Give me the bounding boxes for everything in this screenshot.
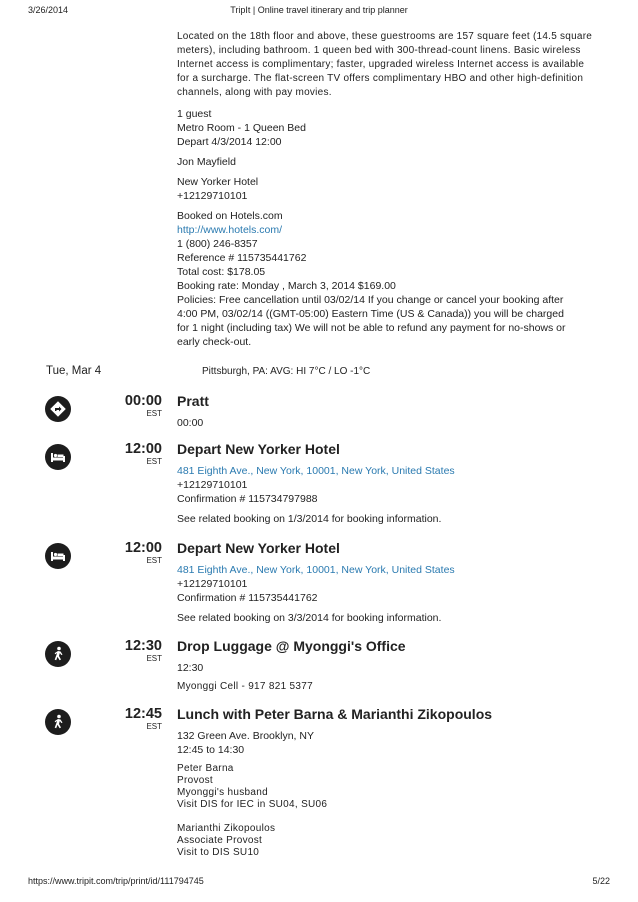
walking-person-icon (45, 709, 71, 735)
event-time (100, 706, 162, 732)
event-time-value: 00:00 (124, 393, 162, 409)
event-time-value: 12:45 (124, 706, 162, 722)
booking-site-link[interactable]: http://www.hotels.com/ (177, 224, 283, 236)
note-line: Visit to DIS SU10 (177, 847, 260, 858)
note-line: Peter Barna (177, 763, 234, 774)
event-time-text: 00:00 (177, 417, 204, 429)
event-time-value: 12:00 (124, 441, 162, 457)
print-date: 3/26/2014 (28, 5, 69, 15)
bed-icon (45, 444, 71, 470)
event-title[interactable]: Pratt (177, 393, 209, 409)
booking-details (177, 30, 595, 349)
note-line: Visit DIS for IEC in SU04, SU06 (177, 799, 328, 810)
event-address-link[interactable]: 481 Eighth Ave., New York, 10001, New York, United States (177, 564, 455, 576)
booking-rate: Booking rate: Monday , March 3, 2014 $169.00 (177, 280, 396, 292)
walking-person-icon (45, 641, 71, 667)
note-line: Associate Provost (177, 835, 263, 846)
event-body (177, 441, 607, 526)
policies-line-3: for 1 night (including tax) We will not be able to refund any payment for no-shows or (177, 322, 566, 334)
event-timezone: EST (146, 654, 162, 663)
event-note: Myonggi Cell - 917 821 5377 (177, 681, 313, 692)
footer-url: https://www.tripit.com/trip/print/id/111794745 (28, 876, 204, 886)
weather-summary: Pittsburgh, PA: AVG: HI 7°C / LO -1°C (202, 366, 371, 377)
directions-icon (45, 396, 71, 422)
total-cost: Total cost: $178.05 (177, 266, 266, 278)
page-footer (28, 876, 610, 888)
event-address: 132 Green Ave. Brooklyn, NY (177, 730, 314, 742)
depart-date: Depart 4/3/2014 12:00 (177, 136, 282, 148)
room-type: Metro Room - 1 Queen Bed (177, 122, 306, 134)
policies-line-1: Policies: Free cancellation until 03/02/14 If you change or cancel your booking after (177, 294, 564, 306)
page-header (28, 5, 610, 17)
event-title[interactable]: Drop Luggage @ Myonggi's Office (177, 638, 406, 654)
event-time (100, 638, 162, 664)
event-body (177, 638, 607, 693)
event-time (100, 393, 162, 419)
event-time-text: 12:30 (177, 662, 204, 674)
guest-count: 1 guest (177, 108, 212, 120)
policies-line-2: 4:00 PM, 03/02/14 ((GMT-05:00) Eastern Time (US & Canada)) you will be charged (177, 308, 564, 320)
event-timezone: EST (146, 722, 162, 731)
event-title[interactable]: Depart New Yorker Hotel (177, 540, 340, 556)
event-hours: 12:45 to 14:30 (177, 744, 245, 756)
hotel-name: New Yorker Hotel (177, 176, 259, 188)
day-header (0, 365, 638, 381)
booking-reference: Reference # 115735441762 (177, 252, 307, 264)
booking-site-phone: 1 (800) 246-8357 (177, 238, 258, 250)
note-line: Marianthi Zikopoulos (177, 823, 276, 834)
event-timezone: EST (146, 409, 162, 418)
event-time-value: 12:30 (124, 638, 162, 654)
event-body (177, 393, 607, 430)
policies-line-4: early check-out. (177, 336, 252, 348)
bed-icon (45, 543, 71, 569)
event-related-booking: See related booking on 3/3/2014 for booking information. (177, 612, 442, 624)
event-timezone: EST (146, 556, 162, 565)
note-line: Myonggi's husband (177, 787, 268, 798)
event-body (177, 540, 607, 625)
room-description: Located on the 18th floor and above, these guestrooms are 157 square feet (14.5 square meters), including bathroom. 1 queen bed with 300-thread-count linens. Basic wireless Internet access is complimentary; faster, upgraded wireless Internet access is available for a surcharge. The flat-screen TV offers complimentary HBO and other high-definition channels, along with pay movies. (177, 31, 593, 98)
event-time (100, 441, 162, 467)
event-time (100, 540, 162, 566)
event-body (177, 706, 607, 859)
event-title[interactable]: Depart New Yorker Hotel (177, 441, 340, 457)
day-label: Tue, Mar 4 (46, 365, 102, 377)
event-time-value: 12:00 (124, 540, 162, 556)
event-address-link[interactable]: 481 Eighth Ave., New York, 10001, New York, United States (177, 465, 455, 477)
event-timezone: EST (146, 457, 162, 466)
event-confirmation: Confirmation # 115734797988 (177, 493, 318, 505)
event-phone: +12129710101 (177, 479, 248, 491)
page-title: TripIt | Online travel itinerary and trip planner (230, 5, 408, 15)
note-line: Provost (177, 775, 214, 786)
booked-on: Booked on Hotels.com (177, 210, 283, 222)
event-related-booking: See related booking on 1/3/2014 for booking information. (177, 513, 442, 525)
traveler-name: Jon Mayfield (177, 156, 236, 168)
page-number: 5/22 (592, 876, 610, 886)
hotel-phone: +12129710101 (177, 190, 248, 202)
event-title[interactable]: Lunch with Peter Barna & Marianthi Zikopoulos (177, 706, 493, 722)
event-phone: +12129710101 (177, 578, 248, 590)
event-confirmation: Confirmation # 115735441762 (177, 592, 318, 604)
